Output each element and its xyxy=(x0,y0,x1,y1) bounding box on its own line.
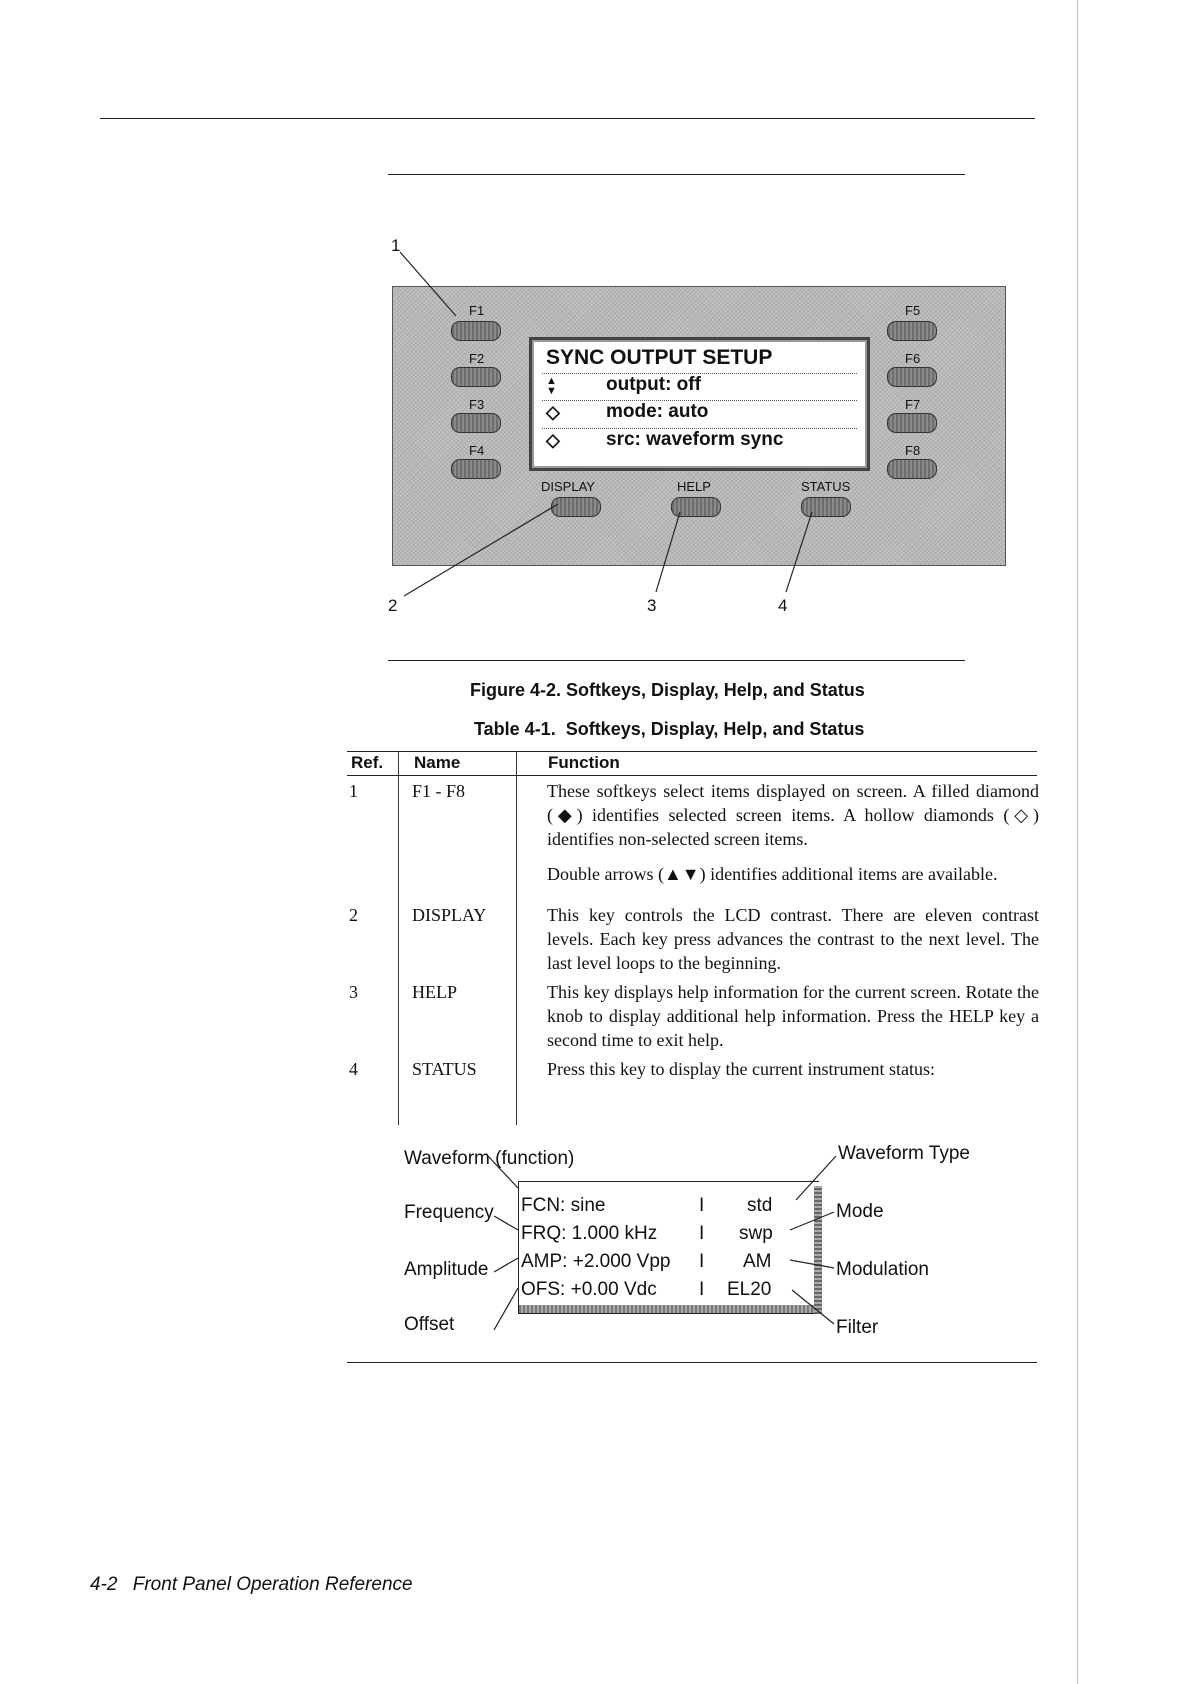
label-modulation: Modulation xyxy=(836,1259,929,1280)
table-row-2-ref: 2 xyxy=(349,905,358,925)
status-row-amp: AMP: +2.000 Vpp xyxy=(521,1251,671,1272)
leader-line-2 xyxy=(404,504,558,596)
leader-line-3 xyxy=(656,512,680,592)
lcd-item-output: output: off xyxy=(606,374,701,395)
status-value-type: std xyxy=(747,1195,773,1216)
table-header-ref: Ref. xyxy=(351,753,384,772)
table-row-4-name: STATUS xyxy=(412,1059,477,1079)
callout-2: 2 xyxy=(388,596,398,615)
lcd-item-src: src: waveform sync xyxy=(606,429,784,450)
hollow-diamond-icon: ◇ xyxy=(546,430,560,450)
figure-caption: Figure 4-2. Softkeys, Display, Help, and Status xyxy=(470,680,865,700)
status-leader-lines xyxy=(0,1100,1190,1350)
footer xyxy=(90,1574,413,1596)
label-waveform-type: Waveform Type xyxy=(838,1143,970,1164)
table-row-1-function-note: Double arrows (▲▼) identifies additional items are available. xyxy=(547,864,998,884)
table-row-1-function: These softkeys select items displayed on screen. A filled diamond (◆) identifies selected screen items. A hollow diamonds (◇) identifies non-selected screen items. xyxy=(547,781,1039,849)
lcd-item-mode: mode: auto xyxy=(606,401,709,422)
softkey-label-f3: F3 xyxy=(469,397,485,412)
label-frequency: Frequency xyxy=(404,1202,494,1223)
table-row-3-name: HELP xyxy=(412,982,457,1002)
softkey-label-f8: F8 xyxy=(905,443,921,458)
status-value-filter: EL20 xyxy=(727,1279,772,1300)
status-sep: I xyxy=(699,1223,705,1244)
label-waveform-function: Waveform (function) xyxy=(404,1148,575,1169)
display-key-label: DISPLAY xyxy=(541,479,595,494)
callout-leader-lines xyxy=(0,0,1190,700)
hollow-diamond-icon: ◇ xyxy=(546,402,560,422)
table-row-3-ref: 3 xyxy=(349,982,358,1002)
status-row-frq: FRQ: 1.000 kHz xyxy=(521,1223,658,1244)
status-row-ofs: OFS: +0.00 Vdc xyxy=(521,1279,657,1300)
figure-bottom-rule xyxy=(388,660,965,661)
label-offset: Offset xyxy=(404,1314,455,1335)
status-sep: I xyxy=(699,1251,705,1272)
table-header-rule xyxy=(347,775,1037,776)
label-amplitude: Amplitude xyxy=(404,1259,489,1280)
status-sep: I xyxy=(699,1279,705,1300)
leader-line-4 xyxy=(786,512,812,592)
softkey-label-f6: F6 xyxy=(905,351,921,366)
status-key-label: STATUS xyxy=(801,479,851,494)
table-row-2-name: DISPLAY xyxy=(412,905,487,925)
label-mode: Mode xyxy=(836,1201,884,1222)
table-header-function: Function xyxy=(548,753,620,772)
table-row-3-function: This key displays help information for the current screen. Rotate the knob to display additional help information. Press the HELP key a second time to exit help. xyxy=(547,982,1039,1050)
softkey-label-f4: F4 xyxy=(469,443,485,458)
softkey-label-f2: F2 xyxy=(469,351,485,366)
table-row-2-function: This key controls the LCD contrast. There are eleven contrast levels. Each key press advances the contrast to the next level. The last level loops to the beginning. xyxy=(547,905,1039,973)
help-key-label: HELP xyxy=(677,479,711,494)
table-top-rule xyxy=(347,751,1037,752)
softkey-label-f7: F7 xyxy=(905,397,921,412)
section-bottom-rule xyxy=(347,1362,1037,1363)
status-value-modulation: AM xyxy=(743,1251,772,1272)
leader-line-1 xyxy=(400,252,456,316)
status-row-fcn: FCN: sine xyxy=(521,1195,606,1216)
table-caption: Table 4-1. Softkeys, Display, Help, and Status xyxy=(474,719,865,739)
footer-page-number: 4-2 xyxy=(90,1574,118,1595)
table-row-4-function: Press this key to display the current instrument status: xyxy=(547,1059,935,1079)
table-header-name: Name xyxy=(414,753,461,772)
label-filter: Filter xyxy=(836,1317,879,1338)
softkey-label-f1: F1 xyxy=(469,303,485,318)
lcd-title: SYNC OUTPUT SETUP xyxy=(546,346,773,369)
status-value-mode: swp xyxy=(739,1223,773,1244)
callout-1: 1 xyxy=(391,236,401,255)
table-row-4-ref: 4 xyxy=(349,1059,358,1079)
callout-4: 4 xyxy=(778,596,788,615)
status-sep: I xyxy=(699,1195,705,1216)
table-column-divider xyxy=(516,752,517,1125)
table-row-1-ref: 1 xyxy=(349,781,358,801)
softkey-label-f5: F5 xyxy=(905,303,921,318)
table-column-divider xyxy=(398,752,399,1125)
table-row-1-name: F1 - F8 xyxy=(412,781,466,801)
double-arrow-icon: ▲▼ xyxy=(546,375,557,397)
callout-3: 3 xyxy=(647,596,657,615)
footer-section-title: Front Panel Operation Reference xyxy=(132,1574,413,1595)
